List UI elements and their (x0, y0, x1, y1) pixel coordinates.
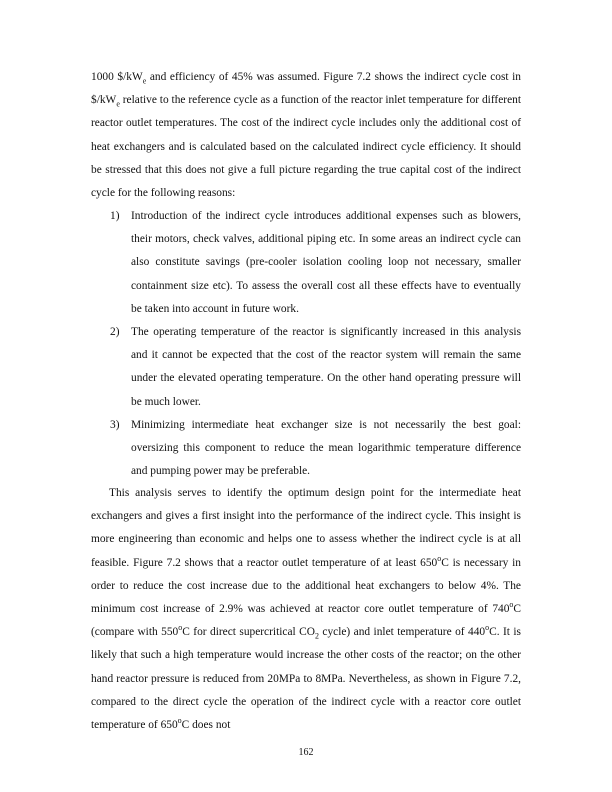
list-item-3 (110, 414, 521, 484)
list-text: Minimizing intermediate heat exchanger size is not necessarily the best goal: oversizing this component to reduce the mean logarithmic temperature difference and pumping power may be preferable. (131, 419, 521, 478)
paragraph-cost-assumptions (91, 66, 521, 205)
superscript: o (509, 600, 514, 610)
text-run: and efficiency of 45% was assumed. Figure 7.2 shows the indirect cycle cost in $/kW (91, 71, 522, 107)
list-number: 1) (110, 210, 120, 222)
paragraph-analysis (91, 482, 521, 737)
text-run: 1000 $/kW (91, 71, 143, 83)
subscript: e (142, 76, 147, 86)
text-run: cycle) and inlet temperature of 440 (318, 626, 486, 639)
list-text: The operating temperature of the reactor is significantly increased in this analysis and it cannot be expected that the cost of the reactor system will remain the same under the elevated operating temperature. On the other hand operating pressure will be much lower. (131, 326, 521, 408)
list-number: 3) (110, 419, 120, 431)
text-run: C. It is likely that such a high temperature would increase the other costs of the reactor; on the other hand reactor pressure is reduced from 20MPa to 8MPa. Nevertheless, as shown in Figure 7.2, compared to the direct cycle the operation of the indirect cycle with a reactor core outlet temperature of 650 (91, 626, 521, 732)
superscript: o (178, 623, 183, 633)
superscript: o (437, 553, 442, 563)
list-number: 2) (110, 326, 120, 338)
list-item-2 (110, 321, 521, 414)
text-run: C does not (181, 719, 231, 732)
text-run: relative to the reference cycle as a function of the reactor inlet temperature for different reactor outlet temperatures. The cost of the indirect cycle includes only the additional cost of heat exchangers and is calculated based on the calculated indirect cycle efficiency. It should be stressed that this does not give a full picture regarding the true capital cost of the indirect cycle for the following reasons: (91, 94, 521, 200)
subscript: 2 (314, 631, 319, 641)
subscript: e (116, 99, 120, 109)
text-run: C for direct supercritical CO (182, 626, 315, 639)
text-run: C is necessary in order to reduce the cost increase due to the additional heat exchangers to below 4%. The minimum cost increase of 2.9% was achieved at reactor core outlet temperature of 740 (91, 556, 521, 616)
superscript: o (177, 716, 182, 726)
text-run: This analysis serves to identify the optimum design point for the intermediate heat exchangers and gives a first insight into the performance of the indirect cycle. This insight is more engineering than economic and helps one to assess whether the indirect cycle is at all feasible. Figure 7.2 shows that a reactor outlet temperature of at least 650 (91, 487, 521, 569)
page-number: 162 (298, 747, 314, 758)
superscript: o (485, 623, 490, 633)
list-text: Introduction of the indirect cycle introduces additional expenses such as blowers, their motors, check valves, additional piping etc. In some areas an indirect cycle can also constitute savings (pre-cooler isolation cooling loop not necessary, smaller containment size etc). To assess the overall cost all these effects have to eventually be taken into account in future work. (131, 210, 521, 315)
list-item-1 (110, 205, 521, 321)
text-run: C (compare with 550 (91, 603, 521, 639)
